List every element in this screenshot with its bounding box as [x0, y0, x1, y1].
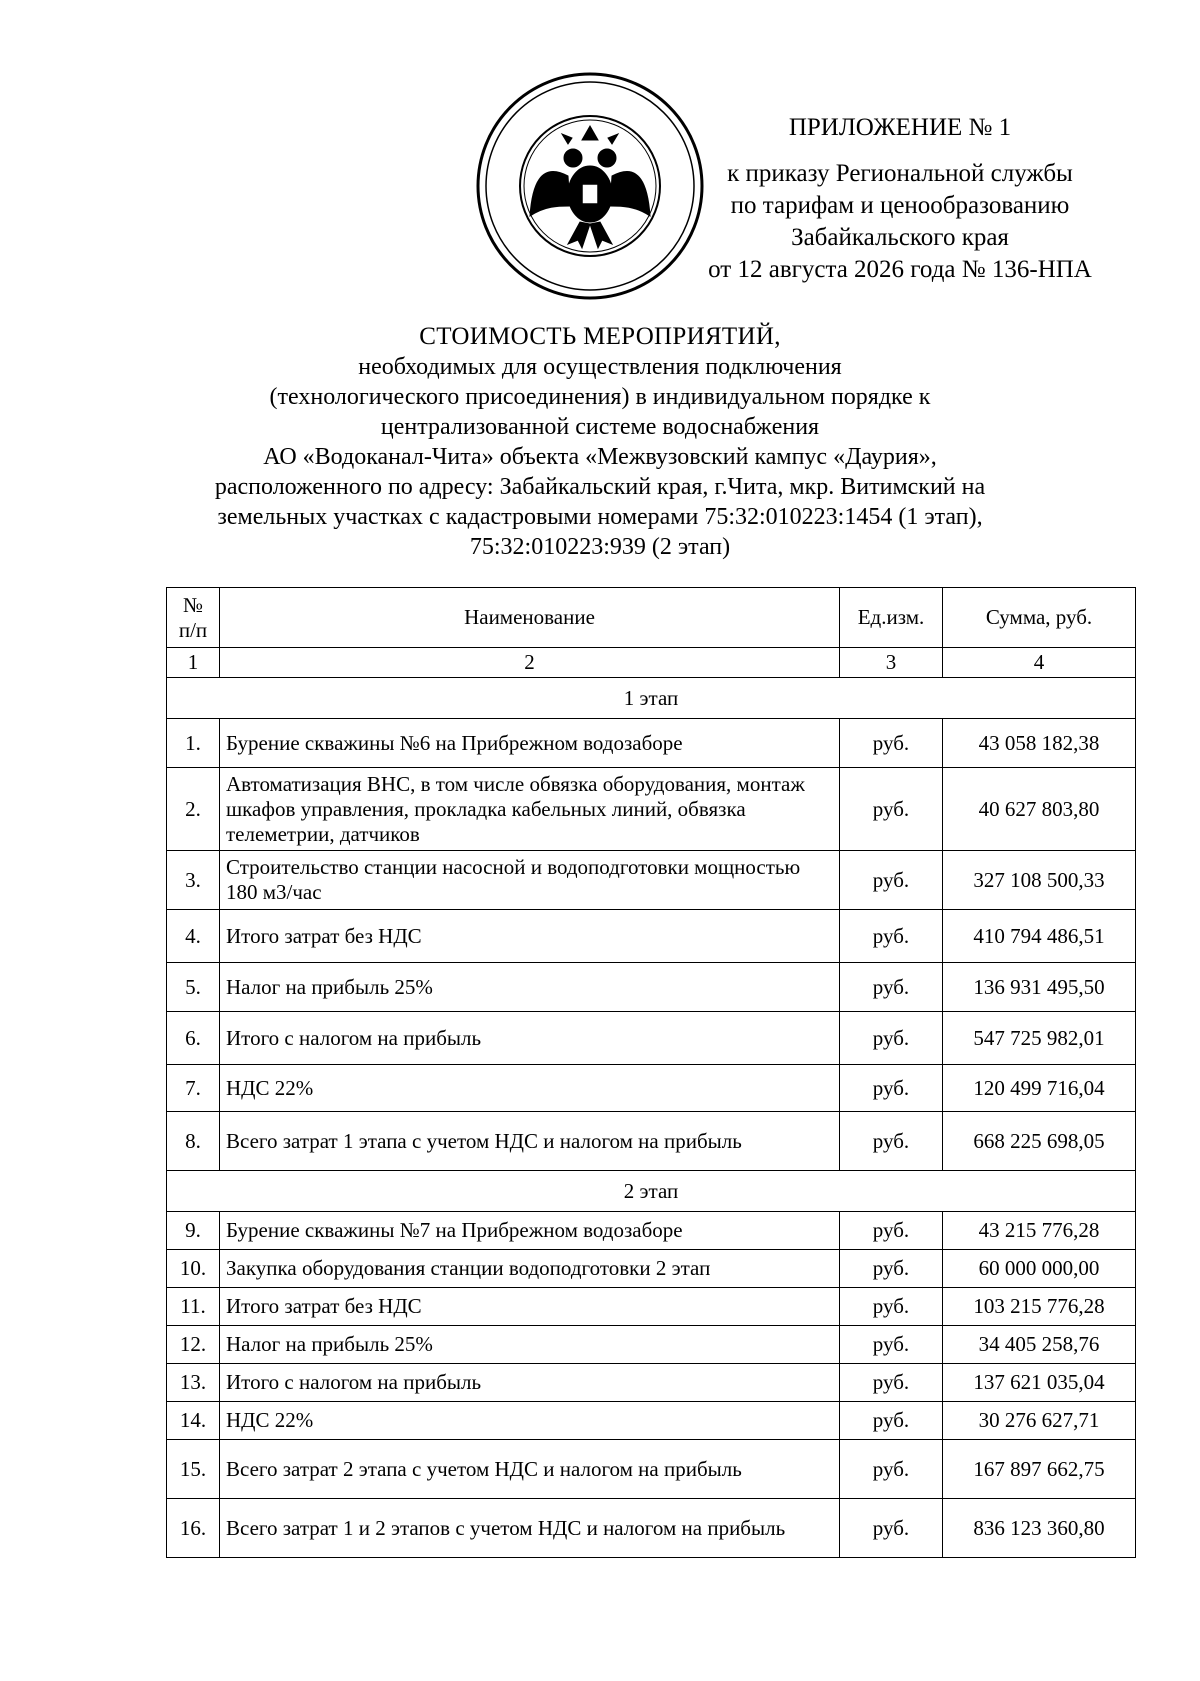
- row-number: 6.: [167, 1012, 220, 1065]
- row-sum: 547 725 982,01: [943, 1012, 1136, 1065]
- row-name: Налог на прибыль 25%: [220, 1326, 840, 1364]
- row-name: Налог на прибыль 25%: [220, 963, 840, 1012]
- row-name: Всего затрат 1 и 2 этапов с учетом НДС и налогом на прибыль: [220, 1499, 840, 1558]
- title-line: (технологического присоединения) в индивидуальном порядке к: [269, 384, 931, 410]
- row-sum: 60 000 000,00: [943, 1250, 1136, 1288]
- row-unit: руб.: [840, 1212, 943, 1250]
- row-sum: 34 405 258,76: [943, 1326, 1136, 1364]
- table-row: [167, 719, 1136, 768]
- title-line: 75:32:010223:939 (2 этап): [469, 534, 731, 560]
- row-unit: руб.: [840, 1065, 943, 1112]
- row-sum: 410 794 486,51: [943, 910, 1136, 963]
- row-unit: руб.: [840, 1250, 943, 1288]
- row-number: 4.: [167, 910, 220, 963]
- row-unit: руб.: [840, 1288, 943, 1326]
- row-unit: руб.: [840, 910, 943, 963]
- row-unit: руб.: [840, 1112, 943, 1171]
- table-row: [167, 1402, 1136, 1440]
- row-unit: руб.: [840, 1402, 943, 1440]
- row-name: Всего затрат 2 этапа с учетом НДС и налогом на прибыль: [220, 1440, 840, 1499]
- table-row: [167, 1212, 1136, 1250]
- row-number: 16.: [167, 1499, 220, 1558]
- title-line: АО «Водоканал-Чита» объекта «Межвузовский кампус «Даурия»,: [263, 444, 937, 470]
- row-unit: руб.: [840, 1440, 943, 1499]
- row-number: 12.: [167, 1326, 220, 1364]
- table-row: [167, 1112, 1136, 1171]
- stage-label: 2 этап: [167, 1171, 1136, 1212]
- row-name: Автоматизация ВНС, в том числе обвязка оборудования, монтаж шкафов управления, прокладка кабельных линий, обвязка телеметрии, датчиков: [220, 768, 840, 851]
- table-row: [167, 1326, 1136, 1364]
- header-name: Наименование: [220, 588, 840, 648]
- row-name: Всего затрат 1 этапа с учетом НДС и налогом на прибыль: [220, 1112, 840, 1171]
- row-number: 13.: [167, 1364, 220, 1402]
- table-row: [167, 851, 1136, 910]
- row-number: 7.: [167, 1065, 220, 1112]
- row-unit: руб.: [840, 1364, 943, 1402]
- costs-table: [166, 587, 1136, 1558]
- row-sum: 327 108 500,33: [943, 851, 1136, 910]
- column-number: 4: [943, 648, 1136, 678]
- row-unit: руб.: [840, 1499, 943, 1558]
- row-sum: 43 215 776,28: [943, 1212, 1136, 1250]
- row-number: 9.: [167, 1212, 220, 1250]
- title-line: расположенного по адресу: Забайкальский края, г.Чита, мкр. Витимский на: [214, 474, 986, 500]
- row-unit: руб.: [840, 768, 943, 851]
- row-unit: руб.: [840, 851, 943, 910]
- eagle-emblem-icon: [530, 126, 650, 248]
- table-row: [167, 1440, 1136, 1499]
- appendix-header: [670, 112, 1130, 286]
- row-number: 8.: [167, 1112, 220, 1171]
- title-line: земельных участках с кадастровыми номерами 75:32:010223:1454 (1 этап),: [217, 504, 983, 530]
- column-number: 3: [840, 648, 943, 678]
- row-number: 15.: [167, 1440, 220, 1499]
- row-name: НДС 22%: [220, 1402, 840, 1440]
- row-number: 3.: [167, 851, 220, 910]
- row-number: 5.: [167, 963, 220, 1012]
- column-number: 2: [220, 648, 840, 678]
- row-name: Закупка оборудования станции водоподготовки 2 этап: [220, 1250, 840, 1288]
- row-unit: руб.: [840, 1012, 943, 1065]
- row-sum: 103 215 776,28: [943, 1288, 1136, 1326]
- stage-row: [167, 1171, 1136, 1212]
- header-line-service: по тарифам и ценообразованию: [730, 192, 1070, 219]
- table-row: [167, 963, 1136, 1012]
- row-name: Бурение скважины №7 на Прибрежном водозаборе: [220, 1212, 840, 1250]
- row-sum: 137 621 035,04: [943, 1364, 1136, 1402]
- row-number: 1.: [167, 719, 220, 768]
- header-line-region: Забайкальского края: [791, 224, 1009, 251]
- header-unit: Ед.изм.: [840, 588, 943, 648]
- table-row: [167, 768, 1136, 851]
- row-name: Итого затрат без НДС: [220, 910, 840, 963]
- header-line-date: от 12 августа 2026 года № 136-НПА: [708, 256, 1092, 283]
- table-row: [167, 1250, 1136, 1288]
- row-sum: 30 276 627,71: [943, 1402, 1136, 1440]
- row-number: 10.: [167, 1250, 220, 1288]
- row-sum: 40 627 803,80: [943, 768, 1136, 851]
- table-row: [167, 1065, 1136, 1112]
- row-unit: руб.: [840, 963, 943, 1012]
- row-number: 2.: [167, 768, 220, 851]
- title-line: необходимых для осуществления подключения: [358, 354, 842, 380]
- row-name: Итого затрат без НДС: [220, 1288, 840, 1326]
- row-sum: 136 931 495,50: [943, 963, 1136, 1012]
- row-name: НДС 22%: [220, 1065, 840, 1112]
- column-number-row: [167, 648, 1136, 678]
- title-main: СТОИМОСТЬ МЕРОПРИЯТИЙ,: [419, 323, 781, 350]
- row-number: 11.: [167, 1288, 220, 1326]
- row-sum: 668 225 698,05: [943, 1112, 1136, 1171]
- row-name: Бурение скважины №6 на Прибрежном водозаборе: [220, 719, 840, 768]
- table-row: [167, 910, 1136, 963]
- row-sum: 167 897 662,75: [943, 1440, 1136, 1499]
- row-number: 14.: [167, 1402, 220, 1440]
- row-sum: 43 058 182,38: [943, 719, 1136, 768]
- table-row: [167, 1499, 1136, 1558]
- column-number: 1: [167, 648, 220, 678]
- table-header-row: [167, 588, 1136, 648]
- header-line-order: к приказу Региональной службы: [727, 160, 1073, 187]
- table-row: [167, 1288, 1136, 1326]
- row-sum: 836 123 360,80: [943, 1499, 1136, 1558]
- header-num: № п/п: [167, 588, 220, 648]
- appendix-number: ПРИЛОЖЕНИЕ № 1: [788, 114, 1012, 141]
- header-sum: Сумма, руб.: [943, 588, 1136, 648]
- title-line: централизованной системе водоснабжения: [380, 414, 820, 440]
- stage-label: 1 этап: [167, 678, 1136, 719]
- row-unit: руб.: [840, 1326, 943, 1364]
- stage-row: [167, 678, 1136, 719]
- row-sum: 120 499 716,04: [943, 1065, 1136, 1112]
- row-name: Итого с налогом на прибыль: [220, 1012, 840, 1065]
- row-name: Строительство станции насосной и водоподготовки мощностью 180 м3/час: [220, 851, 840, 910]
- table-row: [167, 1364, 1136, 1402]
- table-row: [167, 1012, 1136, 1065]
- row-unit: руб.: [840, 719, 943, 768]
- row-name: Итого с налогом на прибыль: [220, 1364, 840, 1402]
- document-title: [150, 322, 1050, 562]
